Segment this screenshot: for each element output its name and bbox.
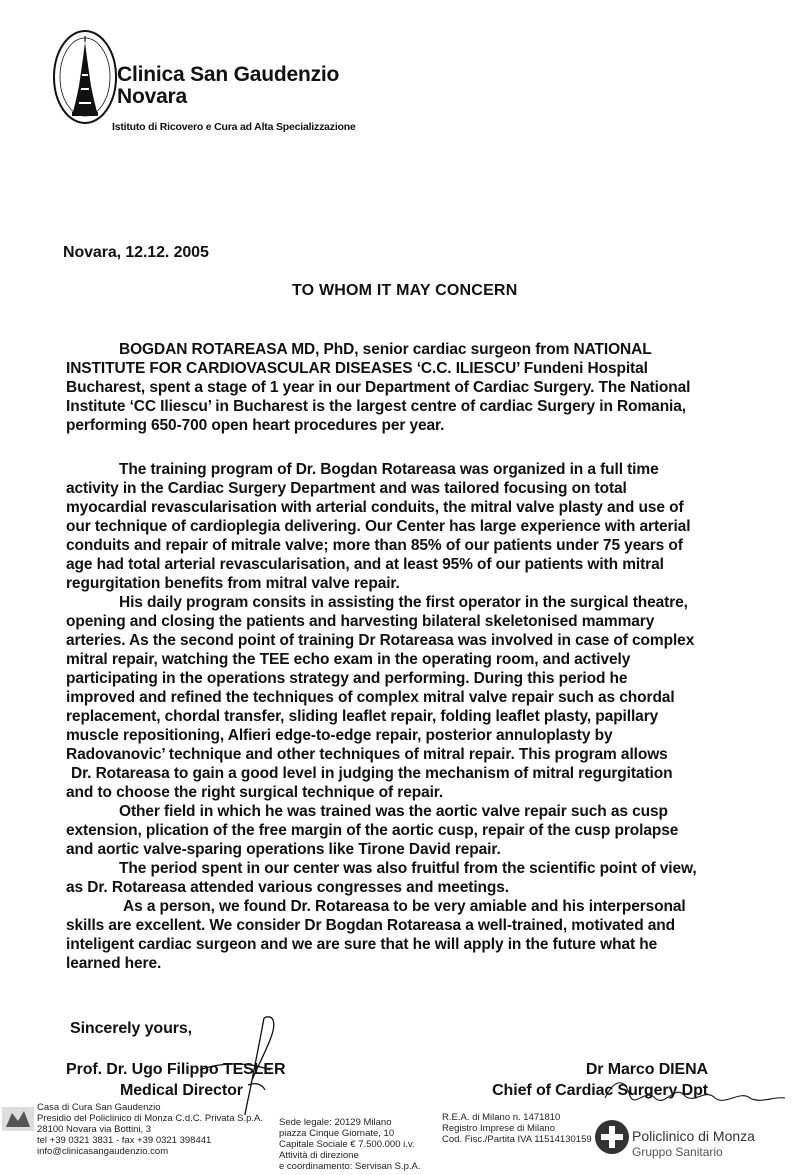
text-line: and to choose the right surgical technique of repair. [66, 784, 444, 801]
footer-brand-name: Policlinico di Monza [632, 1128, 755, 1144]
clinic-name-line2: Novara [117, 85, 188, 108]
text-line: regurgitation benefits from mitral valve repair. [66, 575, 400, 592]
footer-line: 28100 Novara via Bottini, 3 [37, 1124, 152, 1135]
footer-line: tel +39 0321 3831 - fax +39 0321 398441 [37, 1135, 212, 1146]
clinic-name [117, 64, 339, 108]
text-line: participating in the operations strategy and performing. During this period he [66, 670, 628, 687]
clinic-small-logo-icon [2, 1103, 34, 1135]
signer-1-block [66, 1059, 285, 1101]
closing: Sincerely yours, [70, 1020, 193, 1037]
text-line: replacement, chordal transfer, sliding leaflet repair, folding leaflet plasty, papillary [66, 708, 659, 725]
text-line: INSTITUTE FOR CARDIOVASCULAR DISEASES ‘C.C. ILIESCU’ Fundeni Hospital [66, 360, 648, 377]
text-line: Institute ‘CC Iliescu’ in Bucharest is the largest centre of cardiac Surgery in Romania, [66, 398, 686, 415]
signer-2-name: Dr Marco DIENA [585, 1061, 708, 1078]
text-line: mitral repair, watching the TEE echo exam in the operating room, and actively [66, 651, 631, 668]
text-line: extension, plication of the free margin of the aortic cusp, repair of the cusp prolapse [66, 822, 679, 839]
text-line: As a person, we found Dr. Rotareasa to be very amiable and his interpersonal [123, 898, 686, 915]
text-line: skills are excellent. We consider Dr Bogdan Rotareasa a well-trained, motivated and [66, 917, 676, 934]
text-line: Radovanovic’ technique and other techniques of mitral repair. This program allows [66, 746, 668, 763]
clinic-logo [52, 28, 118, 126]
text-line: age had total arterial revascularisation, and at least 95% of our patients with mitral [66, 556, 664, 573]
footer-line: Registro Imprese di Milano [442, 1123, 555, 1134]
paragraph-intro [66, 340, 741, 435]
letter-date: Novara, 12.12. 2005 [63, 244, 209, 261]
text-line: performing 650-700 open heart procedures per year. [66, 417, 445, 434]
text-line: activity in the Cardiac Surgery Department and was tailored focusing on total [66, 480, 627, 497]
text-line: Bucharest, spent a stage of 1 year in our Department of Cardiac Surgery. The National [66, 379, 691, 396]
footer-line: Sede legale: 20129 Milano [279, 1117, 392, 1128]
letter-heading: TO WHOM IT MAY CONCERN [292, 282, 518, 299]
signer-1-title: Medical Director [120, 1082, 243, 1099]
clinic-subtitle: Istituto di Ricovero e Cura ad Alta Specializzazione [112, 121, 356, 133]
text-line: Dr. Rotareasa to gain a good level in judging the mechanism of mitral regurgitation [71, 765, 673, 782]
text-line: improved and refined the techniques of complex mitral valve repair such as chordal [66, 689, 675, 706]
policlinico-monza-logo-icon [592, 1117, 632, 1157]
footer-line: piazza Cinque Giornate, 10 [279, 1128, 395, 1139]
text-line: and aortic valve-sparing operations like Tirone David repair. [66, 841, 501, 858]
text-line: arteries. As the second point of training Dr Rotareasa was involved in case of complex [66, 632, 695, 649]
signer-1-name: Prof. Dr. Ugo Filippo TESLER [66, 1061, 286, 1078]
text-line: our technique of cardioplegia delivering. Our Center has large experience with arterial [66, 518, 691, 535]
footer-address [37, 1102, 263, 1157]
footer-line: R.E.A. di Milano n. 1471810 [442, 1112, 561, 1123]
text-line: as Dr. Rotareasa attended various congresses and meetings. [66, 879, 510, 896]
footer-line: Capitale Sociale € 7.500.000 i.v. [279, 1139, 415, 1150]
footer-brand-subtitle: Gruppo Sanitario [632, 1145, 723, 1159]
signer-2-title: Chief of Cardiac Surgery Dpt [492, 1082, 708, 1099]
text-line: The period spent in our center was also fruitful from the scientific point of view, [119, 860, 697, 877]
footer-line: Cod. Fisc./Partita IVA 11514130159 [442, 1134, 592, 1145]
signer-2-block [480, 1059, 708, 1101]
text-line: The training program of Dr. Bogdan Rotareasa was organized in a full time [119, 461, 659, 478]
text-line: opening and closing the patients and harvesting bilateral skeletonised mammary [66, 613, 655, 630]
footer-line: Attività di direzione [279, 1150, 359, 1161]
text-line: inteligent cardiac surgeon and we are sure that he will apply in the future what he [66, 936, 658, 953]
footer-line: e coordinamento: Servisan S.p.A. [279, 1161, 421, 1172]
clinic-name-line1: Clinica San Gaudenzio [117, 63, 340, 86]
footer-line: Presidio del Policlinico di Monza C.d.C. Privata S.p.A. [37, 1113, 263, 1124]
text-line: His daily program consits in assisting the first operator in the surgical theatre, [119, 594, 688, 611]
text-line: learned here. [66, 955, 162, 972]
footer-email: info@clinicasangaudenzio.com [37, 1146, 169, 1157]
footer-line: Casa di Cura San Gaudenzio [37, 1102, 161, 1113]
text-line: BOGDAN ROTAREASA MD, PhD, senior cardiac surgeon from NATIONAL [119, 341, 652, 358]
footer-legal [279, 1117, 421, 1172]
footer-registry [442, 1112, 592, 1145]
text-line: Other field in which he was trained was the aortic valve repair such as cusp [119, 803, 668, 820]
text-line: muscle repositioning, Alfieri edge-to-edge repair, posterior annuloplasty by [66, 727, 613, 744]
paragraph-training [66, 460, 741, 973]
text-line: conduits and repair of mitrale valve; more than 85% of our patients under 75 years of [66, 537, 683, 554]
text-line: myocardial revascularisation with arterial conduits, the mitral valve plasty and use of [66, 499, 684, 516]
